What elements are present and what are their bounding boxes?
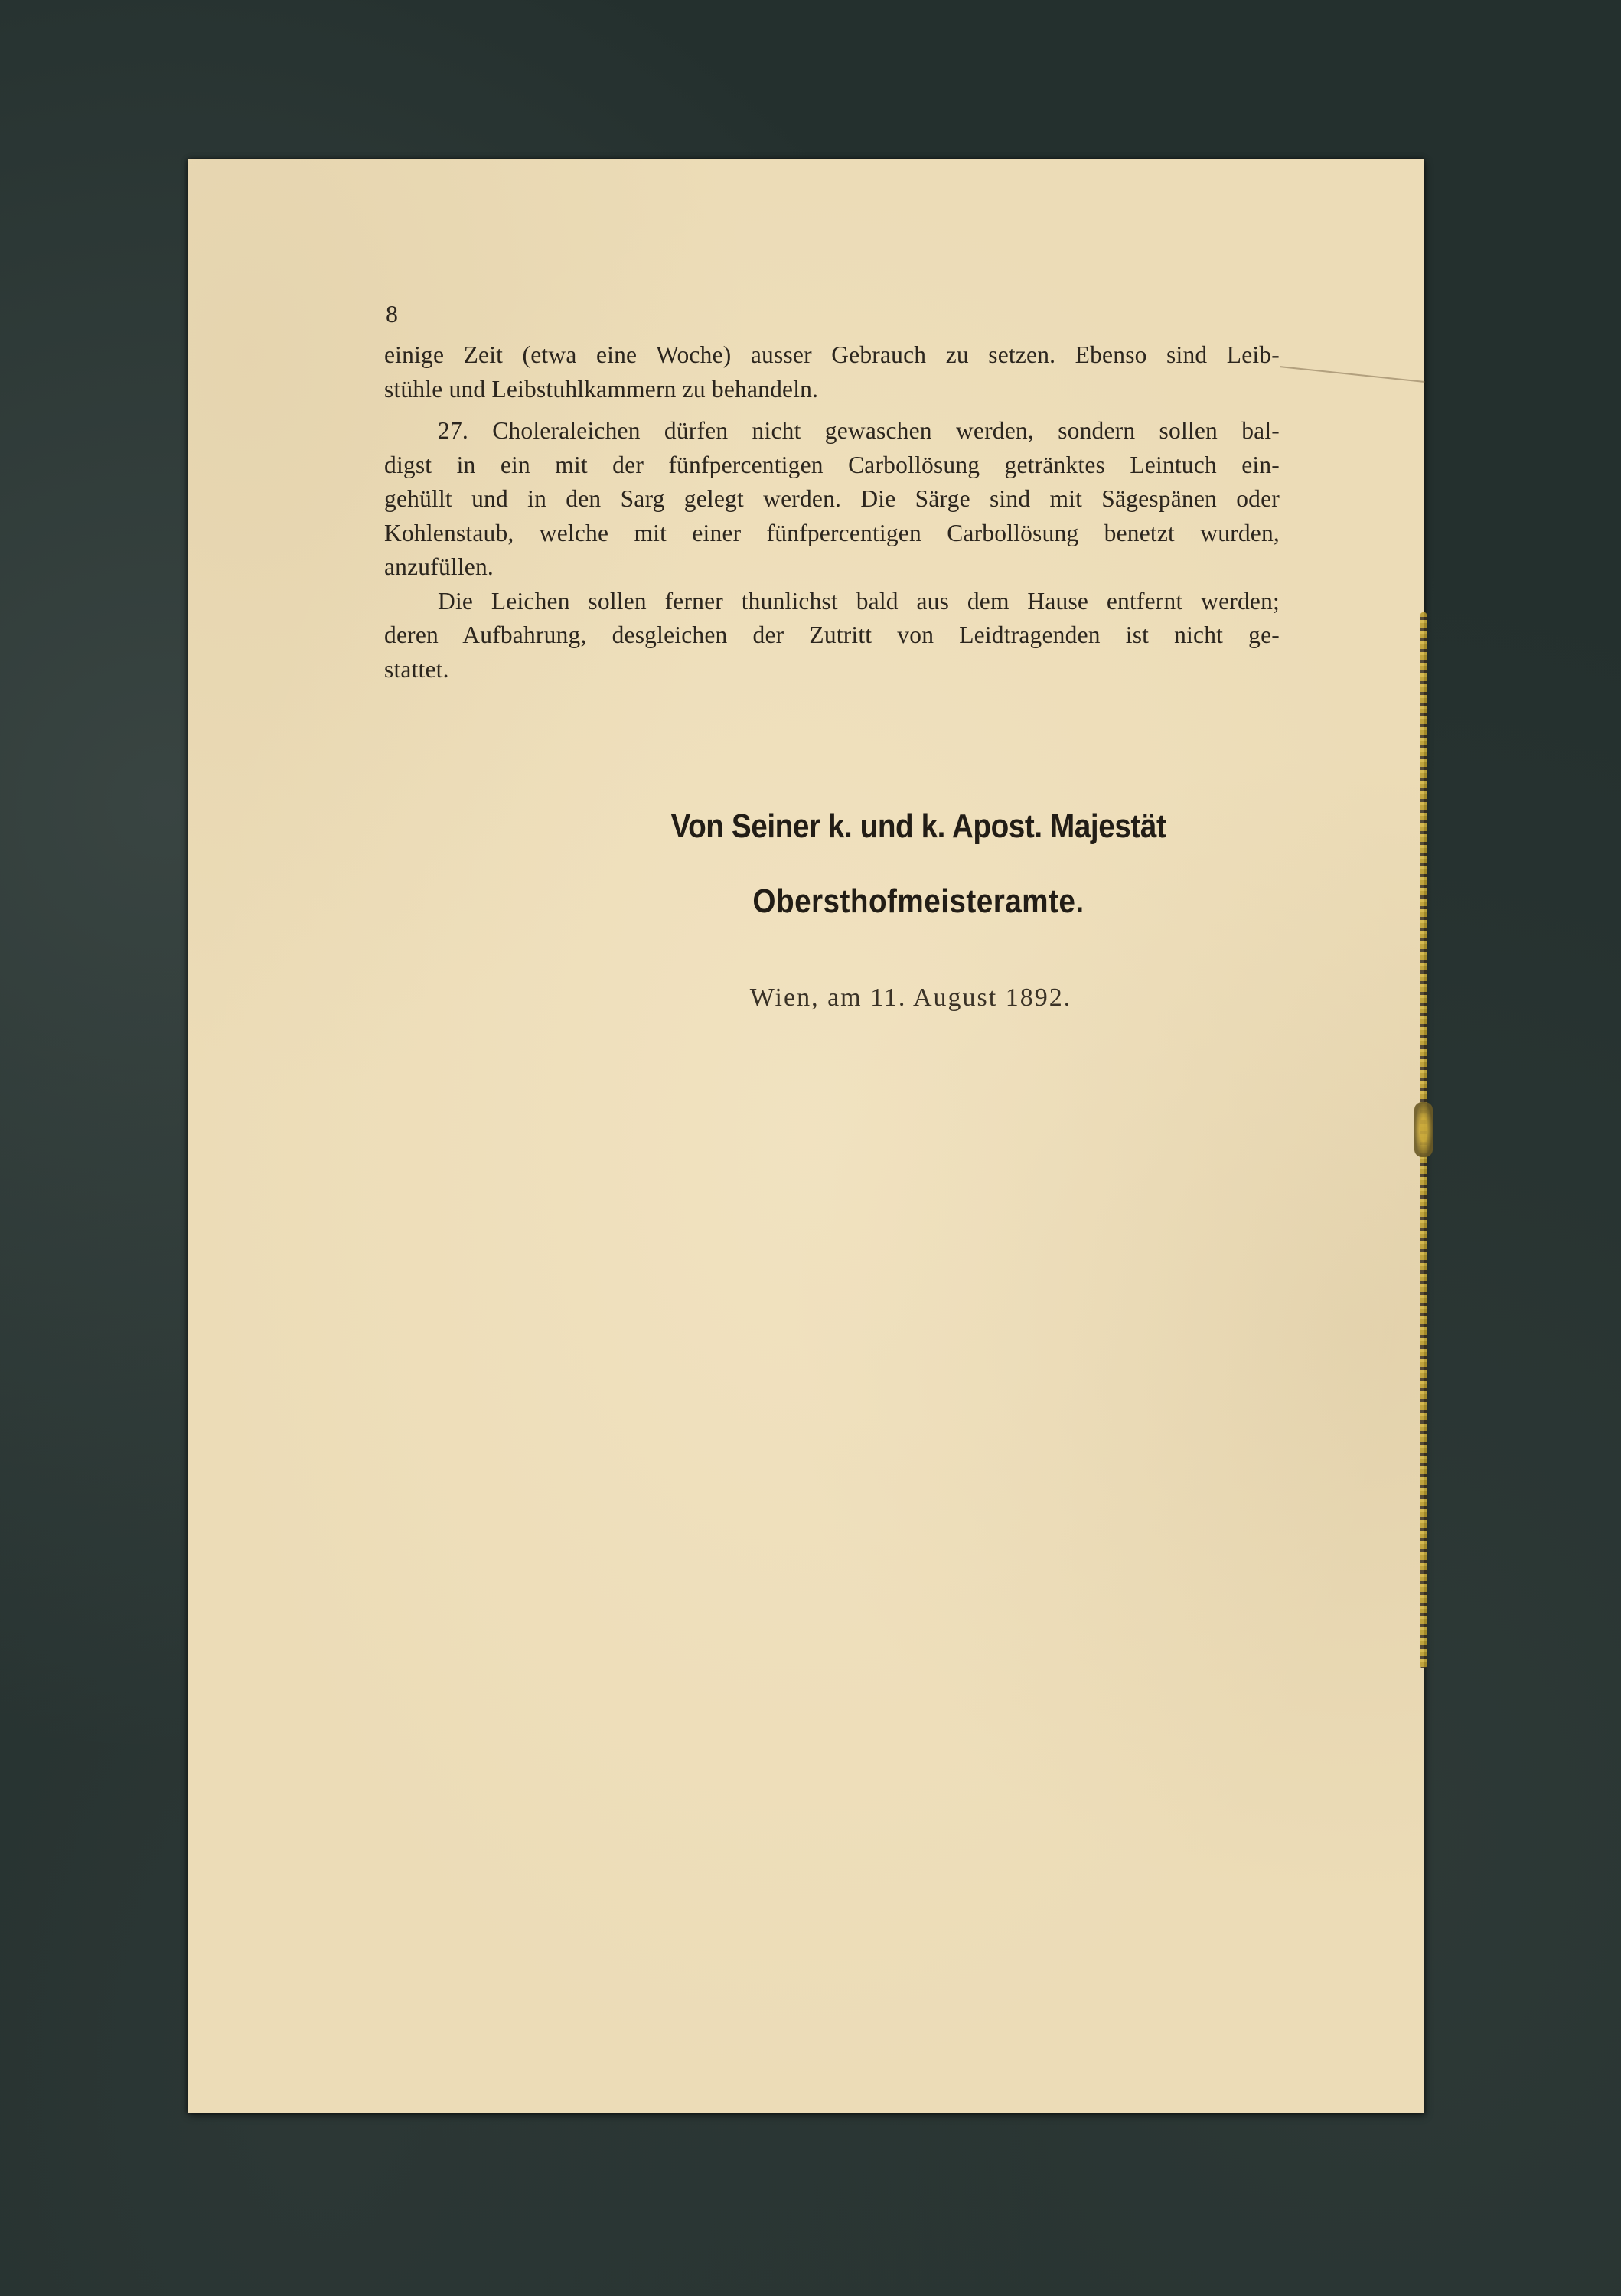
text-line: stühle und Leibstuhlkammern zu behandeln. (384, 375, 819, 403)
paragraph-leichen (384, 585, 1280, 687)
text-line: stattet. (384, 655, 449, 683)
signature-authority-line: Von Seiner k. und k. Apost. Majestät (670, 807, 1166, 845)
text-line: Die Leichen sollen ferner thunlichst bald aus dem Hause entfernt werden; (438, 587, 1280, 615)
text-line: einige Zeit (etwa eine Woche) ausser Gebrauch zu setzen. Ebenso sind Leib- (384, 341, 1280, 368)
text-line: anzufüllen. (384, 553, 494, 580)
text-line: digst in ein mit der fünfpercentigen Carbollösung getränktes Leintuch ein- (384, 451, 1280, 478)
text-line: deren Aufbahrung, desgleichen der Zutritt von Leidtragenden ist nicht ge- (384, 621, 1280, 648)
signature-office-line: Obersthofmeisteramte. (752, 882, 1084, 920)
page-body (384, 298, 1280, 687)
text-line: 27. Choleraleichen dürfen nicht gewaschen werden, sondern sollen bal- (438, 417, 1280, 444)
paragraph-27 (384, 414, 1280, 585)
binding-knot (1414, 1102, 1433, 1157)
text-line: Kohlenstaub, welche mit einer fünfpercentigen Carbollösung benetzt wurden, (384, 519, 1280, 546)
signature-date: Wien, am 11. August 1892. (749, 983, 1072, 1012)
page-number: 8 (386, 300, 398, 328)
paragraph-continuation (384, 338, 1280, 406)
text-line: gehüllt und in den Sarg gelegt werden. Die Särge sind mit Sägespänen oder (384, 485, 1280, 512)
